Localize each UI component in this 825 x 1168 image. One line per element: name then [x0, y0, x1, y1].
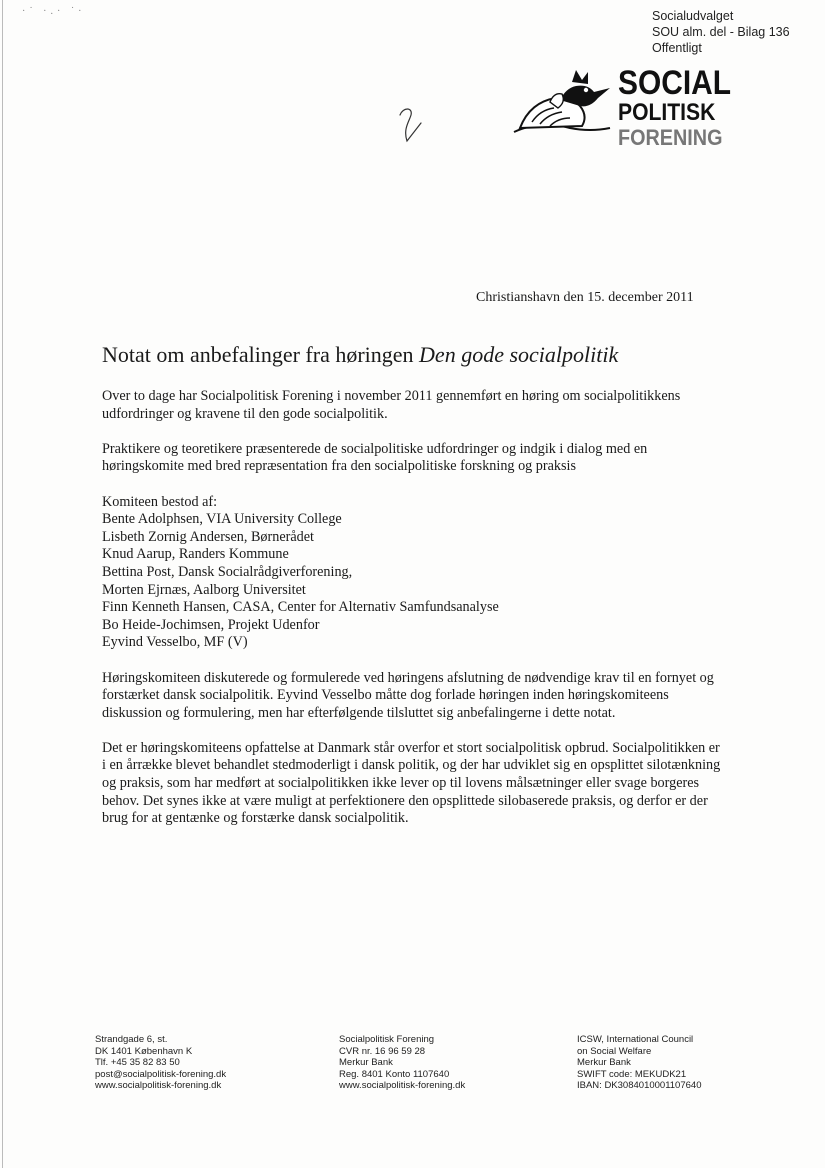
organization-logo [510, 62, 732, 150]
stamp-status: Offentligt [652, 41, 702, 55]
footer-icsw [577, 1034, 701, 1092]
footer-line: Socialpolitisk Forening [339, 1034, 435, 1045]
committee-list [102, 494, 727, 652]
footer-line: Strandgade 6, st. [95, 1034, 168, 1045]
committee-member: Bettina Post, Dansk Socialrådgiverforening, [102, 563, 353, 580]
footer-line: Tlf. +45 35 82 83 50 [95, 1057, 180, 1069]
footer-line: CVR nr. 16 96 59 28 [339, 1045, 426, 1057]
logo-word-politisk: POLITISK [618, 99, 716, 126]
committee-member: Bo Heide-Jochimsen, Projekt Udenfor [102, 616, 320, 633]
stamp-committee: Socialudvalget [652, 9, 734, 23]
bird-logo-icon [510, 62, 620, 142]
date-line: Christianshavn den 15. december 2011 [476, 290, 694, 305]
logo-word-social: SOCIAL [618, 64, 732, 102]
committee-member: Lisbeth Zornig Andersen, Børnerådet [102, 528, 314, 545]
footer-line: ICSW, International Council [577, 1034, 694, 1045]
document-body [102, 388, 727, 845]
paragraph-assessment: Det er høringskomiteens opfattelse at Danmark står overfor et stort socialpolitisk opbrud. Socialpolitikken er i en årrække blevet behandlet stedmoderligt i dansk politik, og der har udviklet sig en opsplittet silotænkning og praksis, som har medført at socialpolitikken ikke lever op til lovens målsætninger eller svage borgeres behov. Det synes ikke at være muligt at perfektionere den opsplittede silobaserede praksis, og derfor er der brug for at gentænke og forstærke dansk socialpolitik. [102, 739, 721, 827]
footer-line: Reg. 8401 Konto 1107640 [339, 1068, 450, 1080]
committee-member: Knud Aarup, Randers Kommune [102, 546, 289, 563]
footer-line: post@socialpolitisk-forening.dk [95, 1068, 227, 1080]
committee-member: Eyvind Vesselbo, MF (V) [102, 634, 248, 651]
logo-word-forening: FORENING [618, 125, 723, 150]
document-stamp [652, 8, 817, 56]
footer-line: www.socialpolitisk-forening.dk [339, 1080, 466, 1092]
footer-line: on Social Welfare [577, 1045, 652, 1057]
footer-line: DK 1401 København K [95, 1045, 193, 1057]
paragraph-discussion: Høringskomiteen diskuterede og formulerede ved høringens afslutning de nødvendige krav til en fornyet og forstærket dansk socialpolitik. Eyvind Vesselbo måtte dog forlade høringen inden høringskomiteens diskussion og formulering, men har efterfølgende tilsluttet sig anbefalingerne i dette notat. [102, 669, 714, 721]
footer-address [95, 1034, 226, 1092]
committee-member: Bente Adolphsen, VIA University College [102, 511, 342, 528]
committee-member: Finn Kenneth Hansen, CASA, Center for Alternativ Samfundsanalyse [102, 599, 499, 616]
handwritten-mark [397, 105, 427, 147]
title-italic: Den gode socialpolitik [419, 342, 619, 367]
title-prefix: Notat om anbefalinger fra høringen [102, 342, 420, 367]
committee-member: Morten Ejrnæs, Aalborg Universitet [102, 581, 306, 598]
footer-line: IBAN: DK3084010001107640 [577, 1080, 702, 1092]
scan-specks: ·˙ ·.· ˙· [22, 6, 86, 17]
footer-line: Merkur Bank [577, 1057, 631, 1069]
paragraph-intro: Over to dage har Socialpolitisk Forening i november 2011 gennemført en høring om socialpolitikkens udfordringer og kravene til den gode socialpolitik. [102, 388, 681, 422]
committee-intro: Komiteen bestod af: [102, 493, 218, 510]
stamp-reference: SOU alm. del - Bilag 136 [652, 25, 790, 39]
footer-line: SWIFT code: MEKUDK21 [577, 1068, 687, 1080]
scan-edge-line [2, 0, 3, 1168]
logo-wordmark [618, 66, 746, 149]
footer-organization [339, 1034, 465, 1092]
document-title [102, 342, 618, 368]
footer-line: www.socialpolitisk-forening.dk [95, 1080, 222, 1092]
footer-line: Merkur Bank [339, 1057, 393, 1069]
paragraph-participants: Praktikere og teoretikere præsenterede de socialpolitiske udfordringer og indgik i dialog med en høringskomite med bred repræsentation fra den socialpolitiske forskning og praksis [102, 440, 648, 475]
